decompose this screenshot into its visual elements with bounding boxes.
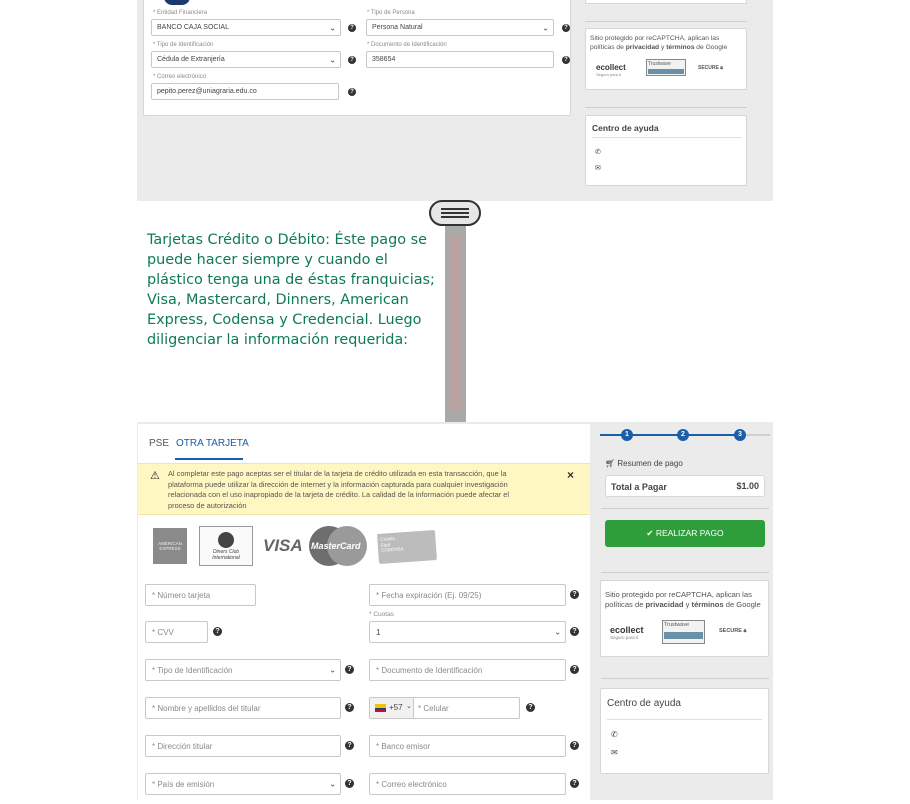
scroll-thumb[interactable] (449, 236, 462, 412)
secure-logo: SECURE 🔒︎ (719, 628, 747, 634)
celular-input[interactable]: +57 ⌄ * Celular (369, 697, 520, 719)
tipo-identificacion-select[interactable]: * Tipo de Identificación ⌄ (145, 659, 341, 681)
cvv-input[interactable]: * CVV (145, 621, 208, 643)
total-row (605, 475, 765, 497)
correo-label: * Correo electrónico (153, 74, 207, 80)
close-icon[interactable]: × (567, 468, 575, 482)
colombia-flag-icon (375, 704, 386, 712)
mail-icon[interactable]: ✉ (595, 165, 601, 172)
visa-logo: VISA (263, 536, 303, 555)
menu-icon[interactable] (429, 200, 481, 226)
instruction-caption: Tarjetas Crédito o Débito: Éste pago se puede hacer siempre y cuando el plástico tenga una de éstas franquicias; Visa, Mastercard, Dinners, American Express, Codensa y Credencial. Luego diligenciar la información requerida: (147, 232, 435, 348)
top-panel-stub (585, 0, 747, 4)
numero-tarjeta-input[interactable]: * Número tarjeta (145, 584, 256, 606)
phone-icon[interactable]: ✆ (611, 730, 618, 739)
chevron-down-icon: ⌄ (329, 23, 336, 32)
cart-icon: 🛒︎ (605, 459, 616, 468)
banco-emisor-input[interactable]: * Banco emisor (369, 735, 566, 757)
recaptcha-panel (585, 28, 747, 90)
help-icon[interactable]: ? (562, 24, 570, 32)
ecollect-logo: ecollect Seguro para ti (610, 625, 644, 640)
help-icon[interactable]: ? (570, 627, 579, 636)
total-value: $1.00 (736, 481, 759, 491)
recaptcha-text: Sitio protegido por reCAPTCHA, aplican las políticas de privacidad y términos de Google (605, 590, 761, 609)
divider (601, 572, 769, 573)
divider (601, 678, 769, 679)
total-label: Total a Pagar (611, 482, 667, 492)
realizar-pago-button[interactable]: ✔ REALIZAR PAGO (605, 520, 765, 547)
pais-emision-select[interactable]: * País de emisión ⌄ (145, 773, 341, 795)
help-center-panel (600, 688, 769, 774)
help-icon[interactable]: ? (213, 627, 222, 636)
divider (585, 21, 747, 22)
warning-text: Al completar este pago aceptas ser el titular de la tarjeta de crédito utilizada en esta transacción, que la plataforma puede utilizar la dirección de internet y la información capturada para cualquier investigación relacionada con el uso inapropiado de la tarjeta de crédito. La calidad de la información puede afectar el proceso de autorización (168, 469, 510, 510)
step-indicator (600, 427, 770, 443)
help-icon[interactable]: ? (570, 741, 579, 750)
diners-logo: Diners Club International (199, 526, 253, 566)
help-icon[interactable]: ? (345, 779, 354, 788)
check-icon: ✔ (646, 528, 654, 538)
help-icon[interactable]: ? (348, 24, 356, 32)
summary-title: 🛒︎ Resumen de pago (605, 459, 683, 468)
chevron-down-icon: ⌄ (329, 665, 336, 675)
documento-identificacion-input[interactable]: * Documento de Identificación (369, 659, 566, 681)
recaptcha-text: Sitio protegido por reCAPTCHA, aplican las políticas de privacidad y términos de Google (590, 35, 728, 51)
help-icon[interactable]: ? (570, 665, 579, 674)
terms-link[interactable]: términos (691, 600, 724, 609)
phone-icon[interactable]: ✆ (595, 149, 601, 156)
warning-banner (138, 463, 590, 515)
entidad-select[interactable]: BANCO CAJA SOCIAL ⌄ (151, 19, 341, 36)
tab-otra-tarjeta[interactable]: OTRA TARJETA (176, 438, 249, 449)
help-center-panel (585, 115, 747, 186)
help-icon[interactable]: ? (348, 56, 356, 64)
help-icon[interactable]: ? (562, 56, 570, 64)
scroll-track[interactable] (445, 224, 466, 423)
correo-input[interactable]: pepito.perez@uniagraria.edu.co (151, 83, 339, 100)
top-screenshot (137, 0, 773, 201)
help-icon[interactable]: ? (570, 779, 579, 788)
trustwave-logo: Trustwave (662, 620, 705, 644)
trustwave-logo: Trustwave (646, 59, 686, 76)
active-tab-underline (175, 458, 243, 460)
bottom-screenshot (137, 422, 773, 800)
nombre-titular-input[interactable]: * Nombre y apellidos del titular (145, 697, 341, 719)
privacy-link[interactable]: privacidad (625, 43, 660, 51)
divider (585, 107, 747, 108)
help-icon[interactable]: ? (570, 590, 579, 599)
lock-icon: 🔒︎ (720, 65, 723, 71)
mail-icon[interactable]: ✉ (611, 748, 618, 757)
tipo-persona-label: * Tipo de Persona (367, 10, 415, 16)
direccion-titular-input[interactable]: * Dirección titular (145, 735, 341, 757)
correo-electronico-input[interactable]: * Correo electrónico (369, 773, 566, 795)
lock-icon: 🔒︎ (743, 628, 747, 634)
chevron-down-icon: ⌄ (329, 779, 336, 789)
help-icon[interactable]: ? (348, 88, 356, 96)
ecollect-logo: ecollect Seguro para ti (596, 63, 626, 77)
mastercard-logo: MasterCard (309, 526, 367, 566)
step-line (746, 434, 770, 436)
help-icon[interactable]: ? (345, 741, 354, 750)
cuotas-label: * Cuotas (369, 611, 394, 618)
privacy-link[interactable]: privacidad (645, 600, 684, 609)
tipo-persona-select[interactable]: Persona Natural ⌄ (366, 19, 554, 36)
documento-input[interactable]: 358654 (366, 51, 554, 68)
recaptcha-panel (600, 580, 769, 657)
secure-logo: SECURE 🔒︎ (698, 65, 723, 71)
country-prefix-select[interactable]: +57 ⌄ (370, 698, 414, 718)
tab-pse[interactable]: PSE (149, 438, 170, 449)
tipo-id-label: * Tipo de Identificación (153, 42, 214, 48)
divider (607, 719, 762, 720)
divider (601, 508, 769, 509)
entidad-label: * Entidad Financiera (153, 10, 208, 16)
chevron-down-icon: ⌄ (329, 55, 336, 64)
bank-form-panel (143, 0, 571, 116)
step-3: 3 (734, 429, 746, 441)
amex-logo: AMERICAN EXPRESS (153, 528, 187, 564)
help-icon[interactable]: ? (345, 665, 354, 674)
help-icon[interactable]: ? (345, 703, 354, 712)
fecha-expiracion-input[interactable]: * Fecha expiración (Ej. 09/25) (369, 584, 566, 606)
step-1: 1 (621, 429, 633, 441)
help-icon[interactable]: ? (526, 703, 535, 712)
chevron-down-icon: ⌄ (554, 627, 561, 637)
logo-fragment (164, 0, 190, 5)
tipo-id-select[interactable]: Cédula de Extranjería ⌄ (151, 51, 341, 68)
warning-icon: ⚠ (150, 470, 160, 482)
terms-link[interactable]: términos (666, 43, 695, 51)
step-2: 2 (677, 429, 689, 441)
help-center-title: Centro de ayuda (592, 123, 659, 133)
help-center-title: Centro de ayuda (607, 698, 681, 709)
chevron-down-icon: ⌄ (406, 703, 412, 710)
divider (592, 137, 742, 138)
cuotas-select[interactable]: 1 ⌄ (369, 621, 566, 643)
chevron-down-icon: ⌄ (542, 23, 549, 32)
documento-label: * Documento de Identificación (367, 42, 447, 48)
codensa-logo: Crédito Fácil CODENSA (377, 530, 437, 564)
